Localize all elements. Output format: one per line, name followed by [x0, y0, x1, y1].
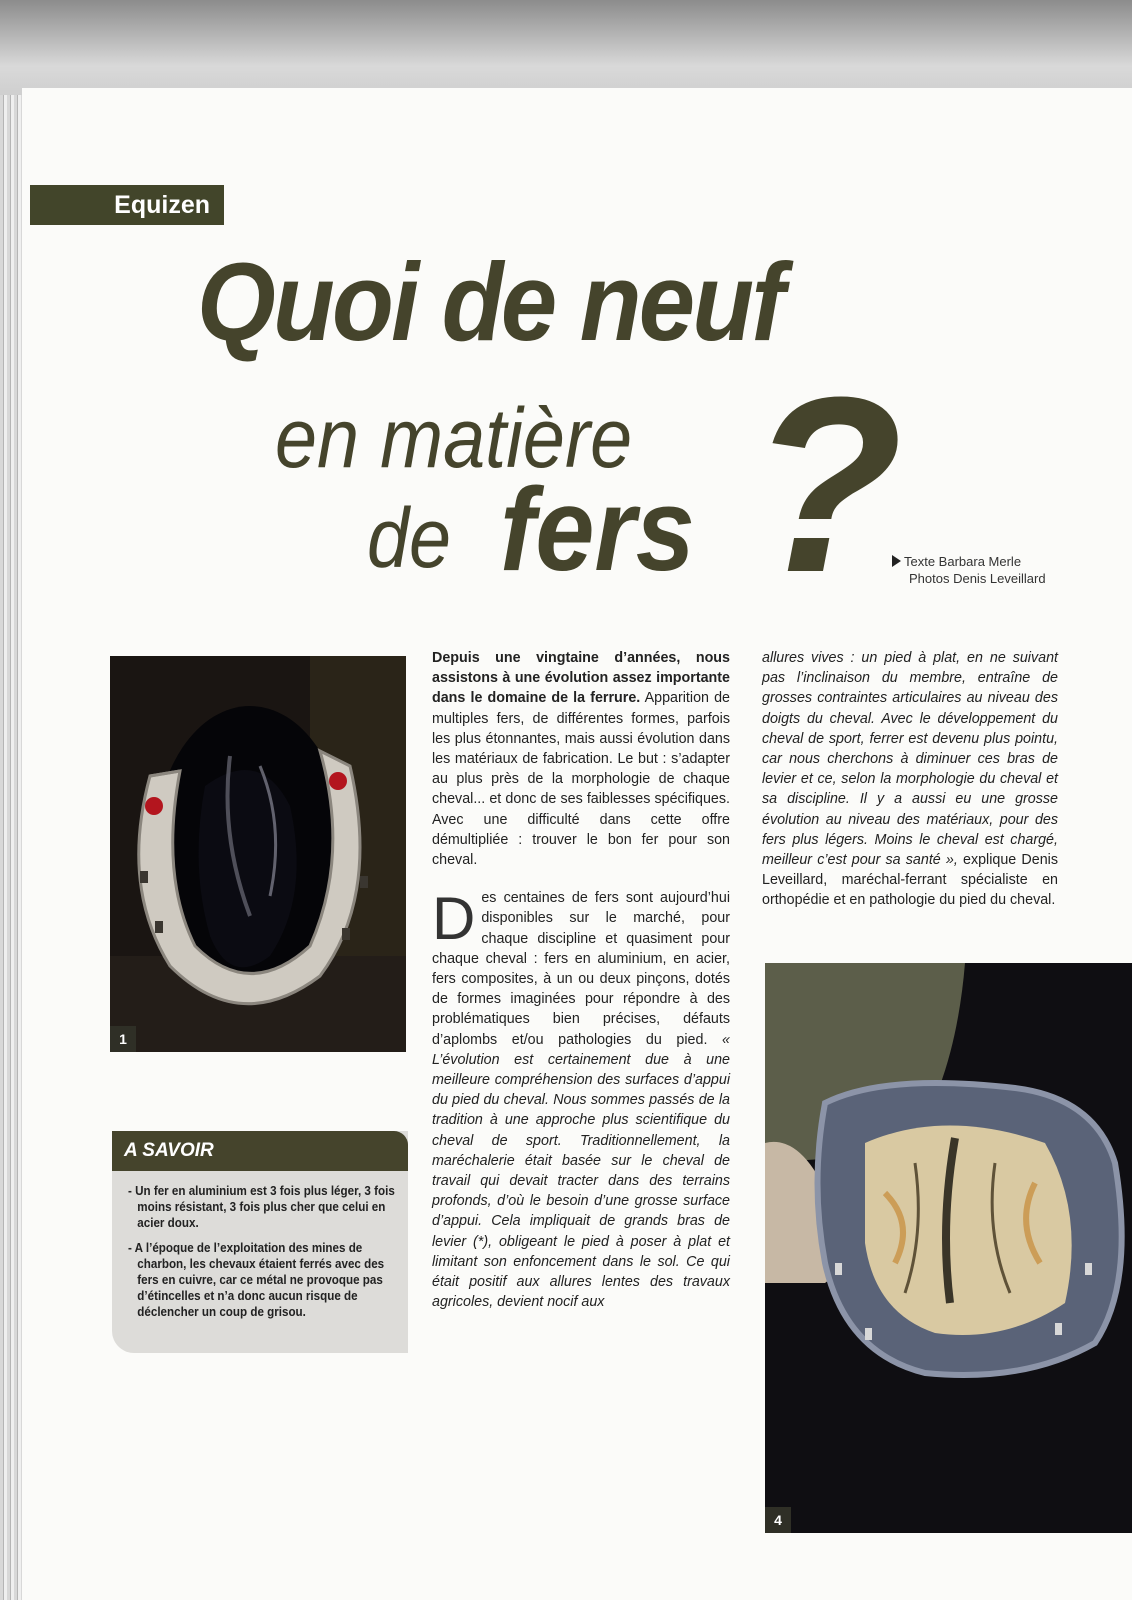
photo-number: 1 [110, 1026, 136, 1052]
info-box-item: - A l’époque de l’exploitation des mines de charbon, les chevaux étaient ferrés avec des fers en cuivre, car ce métal ne provoque pas d’étincelles et n’a donc aucun risque de déclencher un coup de grisou. [128, 1241, 385, 1319]
hoof-illustration-4 [765, 963, 1132, 1533]
quote-continued: allures vives : un pied à plat, en ne suivant pas l’inclinaison du membre, entraîne de grosses contraintes articulaires au niveau des doigts du cheval. Avec le développement du cheval de sport, ferrer est devenu plus pointu, car nous cherchons à diminuer ces bras de levier et ce, selon la morphologie du cheval et sa discipline. Il y a aussi eu une grosse évolution au niveau des matériaux, pour des fers plus légers. Moins le cheval est chargé, meilleur c’est pour sa santé », [762, 650, 1058, 869]
title-line-3-prefix: de [367, 491, 452, 585]
info-box-item: - Un fer en aluminium est 3 fois plus léger, 3 fois moins résistant, 3 fois plus cher que celui en acier doux. [128, 1184, 395, 1230]
article-column-2 [762, 648, 1058, 911]
horseshoe-illustration-1 [110, 656, 406, 1052]
arrow-icon [892, 555, 901, 567]
quote-text: « L’évolution est certainement due à une meilleure compréhension des surfaces d’appui du pied du cheval. Nous sommes passés de la tradition à une approche plus scientifique du cheval de sport. Traditionnellement, la maréchalerie était basée sur le cheval de travail qui devait tracter dans des terrains profonds, d’où le besoin d’une grosse surface d’appui. Cela impliquait de grands bras de levier (*), obligeant le pied à poser à plat et limitant son enfoncement dans le sol. Ce qui était positif aux allures lentes des travaux agricoles, devient nocif aux [432, 1031, 730, 1311]
photo-horseshoe-4 [765, 963, 1132, 1533]
credit-text: Texte Barbara Merle [904, 554, 1022, 569]
scanner-background [0, 0, 1132, 95]
body-text: es centaines de fers sont aujourd’hui disponibles sur le marché, pour chaque discipline et quasiment pour chaque cheval : fers en aluminium, en acier, fers composites, à un ou deux pinçons, dotés de formes imaginées pour répondre à des problématiques bien précises, défauts d’aplombs et/ou pathologies du pied. [432, 890, 730, 1048]
intro-text: Apparition de multiples fers, de différentes formes, parfois les plus étonnantes, mais aussi évolution dans les matériaux de fabrication. Le but : s’adapter au plus près de la morphologie de chaque cheval... et donc de ses faiblesses spécifiques. Avec une difficulté dans cette offre démultipliée : trouver le bon fer pour son cheval. [432, 690, 730, 869]
drop-cap: D [432, 885, 476, 953]
page-edge [0, 95, 22, 1600]
section-tag: Equizen [30, 185, 224, 225]
photo-number: 4 [765, 1507, 791, 1533]
photo-horseshoe-1 [110, 656, 406, 1052]
credits [892, 553, 1046, 587]
body-paragraph [432, 885, 730, 1312]
title-line-1: Quoi de neuf [197, 241, 783, 364]
title-question-mark: ? [750, 345, 903, 624]
intro-bold: Depuis une vingtaine d’années, nous assistons à une évolution assez importante dans le domaine de la ferrure. [432, 650, 730, 707]
intro-paragraph [432, 648, 730, 870]
info-box-title: A SAVOIR [112, 1131, 408, 1171]
title-line-2: en matière [275, 391, 633, 485]
info-box-list [112, 1171, 408, 1320]
attribution: explique Denis Leveillard, maréchal-ferrant spécialiste en orthopédie et en pathologie du pied du cheval. [762, 852, 1058, 909]
credit-photos: Photos Denis Leveillard [909, 571, 1046, 586]
title-line-3-word: fers [500, 464, 695, 596]
article-column-1 [432, 648, 730, 1313]
magazine-page [22, 88, 1132, 1600]
info-box [112, 1131, 408, 1353]
